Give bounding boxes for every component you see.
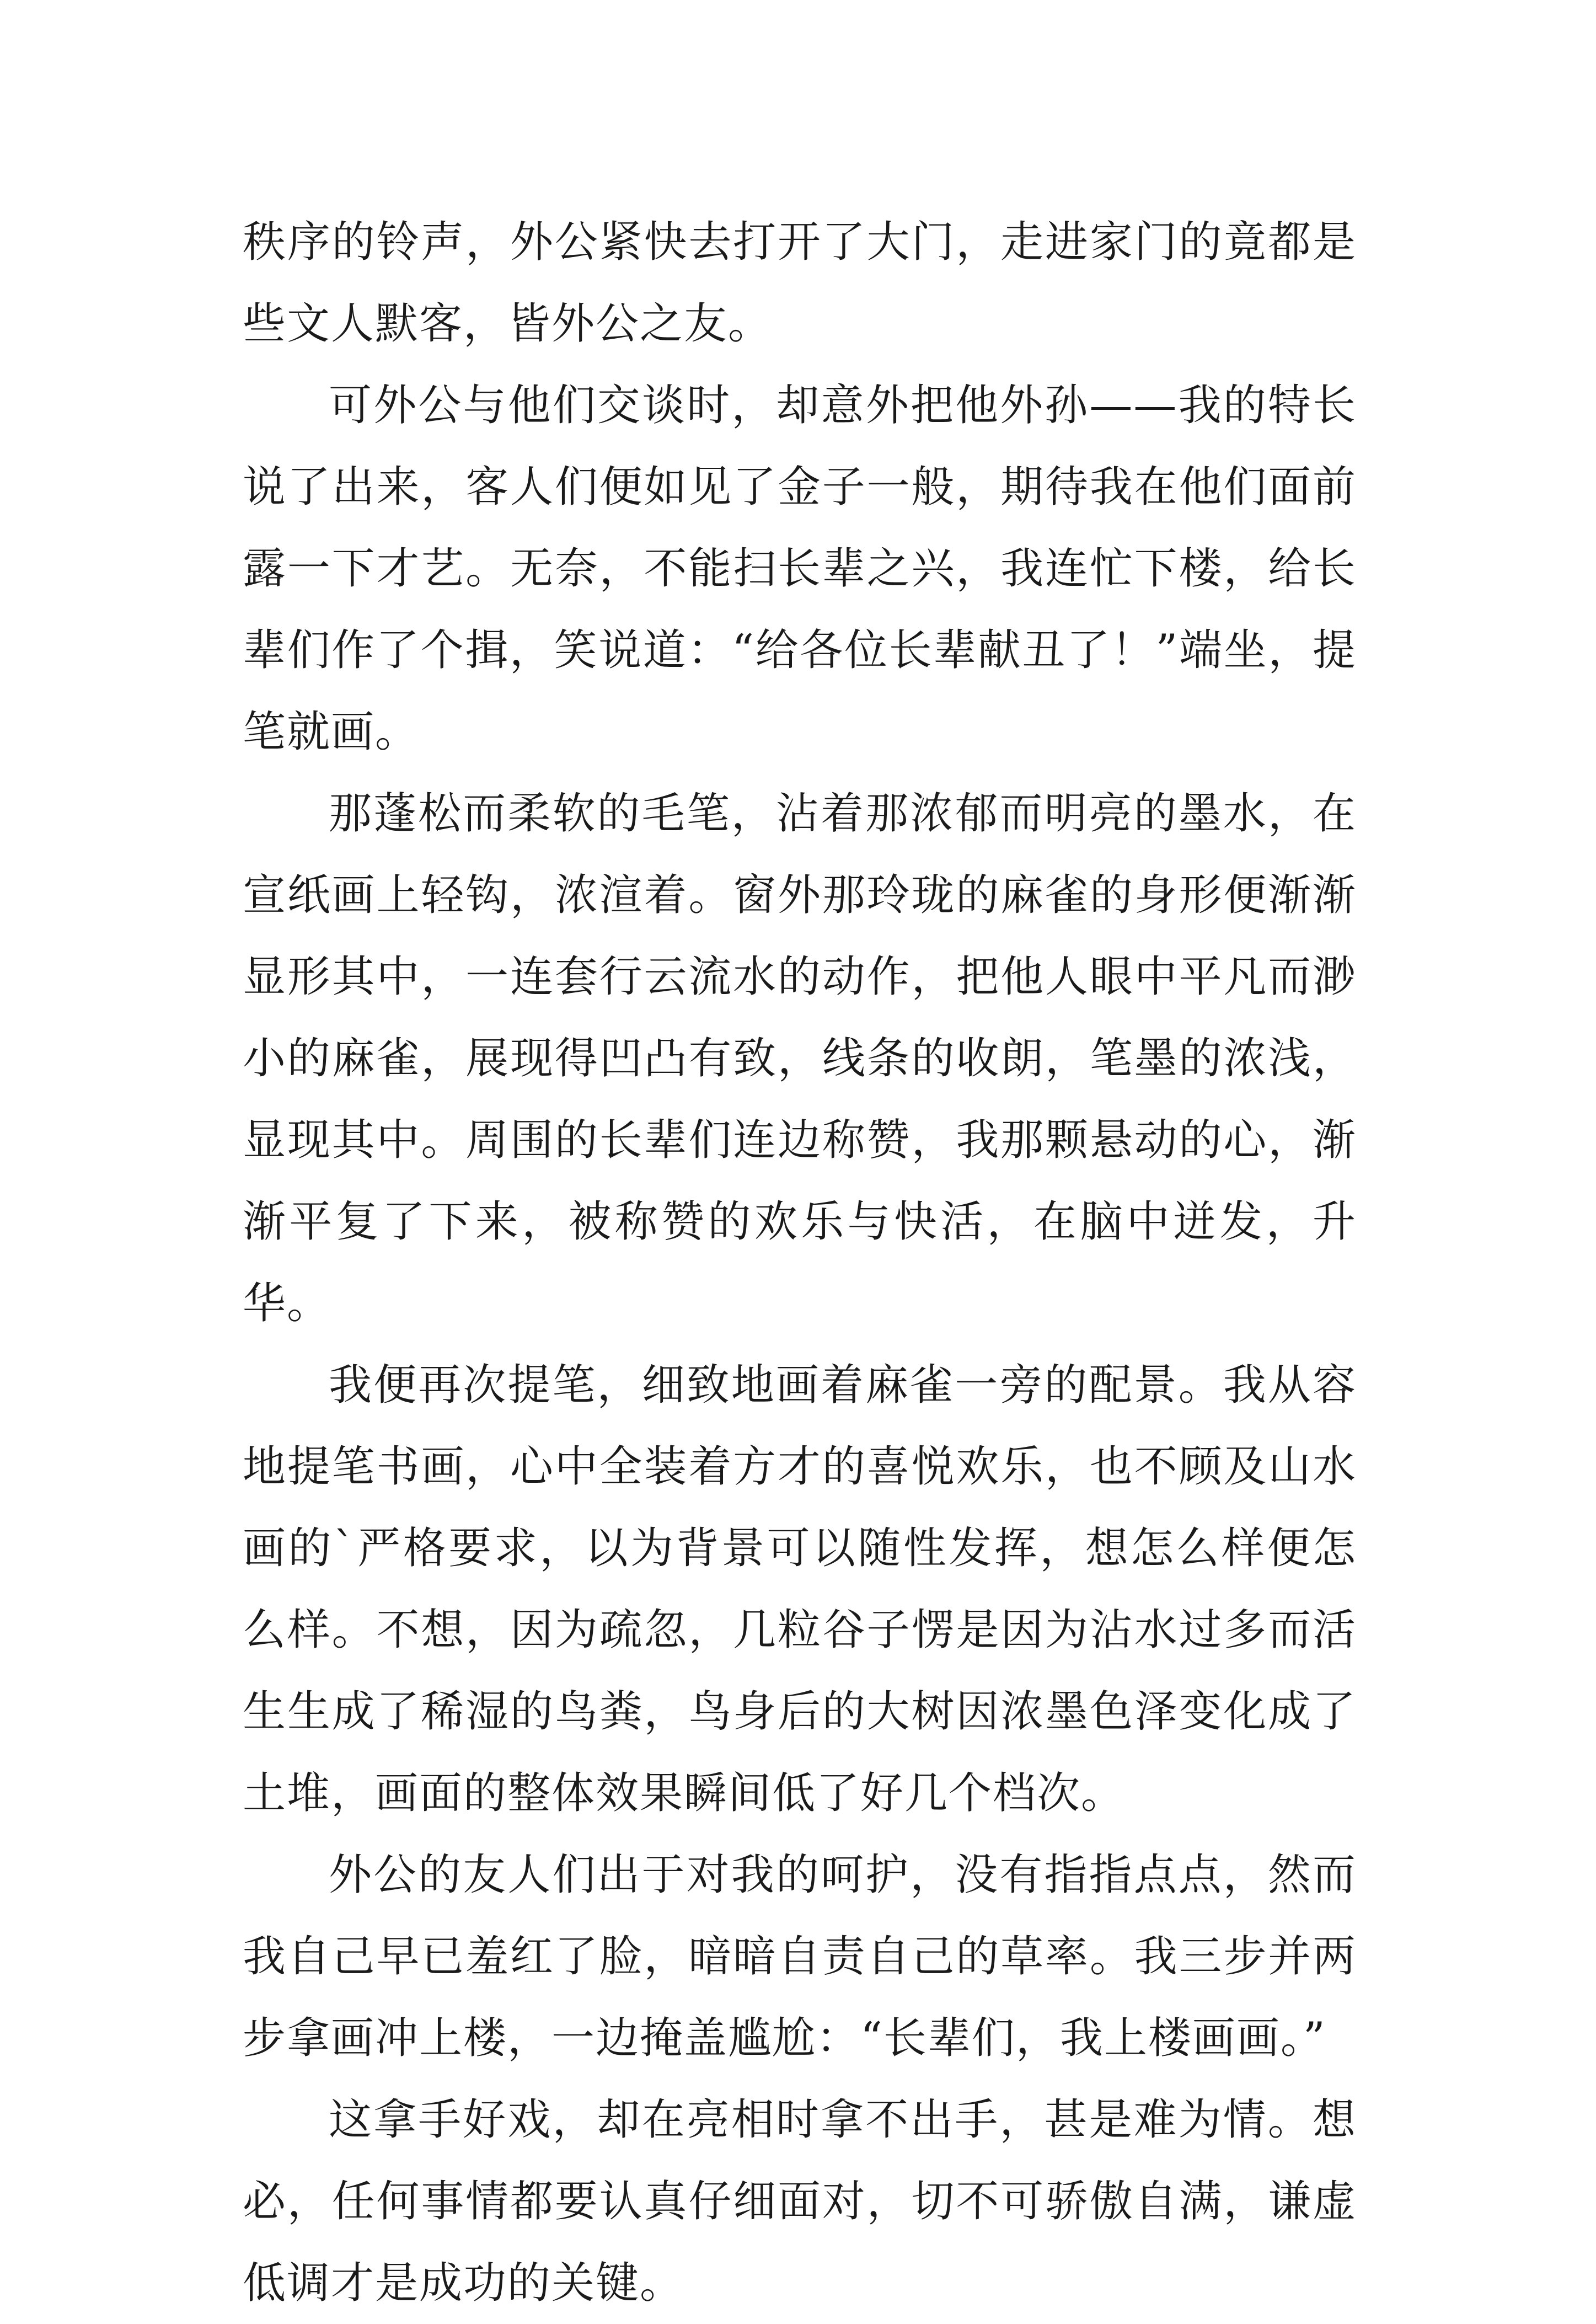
paragraph-5: 外公的友人们出于对我的呵护，没有指指点点，然而我自己早已羞红了脸，暗暗自责自己的草率。我三步并两步拿画冲上楼，一边掩盖尴尬：“长辈们，我上楼画画。” — [243, 1850, 1357, 2063]
paragraph-6: 这拿手好戏，却在亮相时拿不出手，甚是难为情。想必，任何事情都要认真仔细面对，切不可骄傲自满，谦虚低调才是成功的关键。 — [243, 2095, 1357, 2308]
paragraph-1: 秩序的铃声，外公紧快去打开了大门，走进家门的竟都是些文人默客，皆外公之友。 — [243, 217, 1357, 349]
body-text — [243, 201, 1357, 2324]
paragraph-3: 那蓬松而柔软的毛笔，沾着那浓郁而明亮的墨水，在宣纸画上轻钩，浓渲着。窗外那玲珑的麻雀的身形便渐渐显形其中，一连套行云流水的动作，把他人眼中平凡而渺小的麻雀，展现得凹凸有致，线条的收朗，笔墨的浓浅，显现其中。周围的长辈们连边称赞，我那颗悬动的心，渐渐平复了下来，被称赞的欢乐与快活，在脑中迸发，升华。 — [243, 789, 1357, 1328]
paragraph-4: 我便再次提笔，细致地画着麻雀一旁的配景。我从容地提笔书画，心中全装着方才的喜悦欢乐，也不顾及山水画的`严格要求，以为背景可以随性发挥，想怎么样便怎么样。不想，因为疏忽，几粒谷子愣是因为沾水过多而活生生成了稀湿的鸟粪，鸟身后的大树因浓墨色泽变化成了土堆，画面的整体效果瞬间低了好几个档次。 — [243, 1360, 1357, 1818]
paragraph-2: 可外公与他们交谈时，却意外把他外孙——我的特长说了出来，客人们便如见了金子一般，期待我在他们面前露一下才艺。无奈，不能扫长辈之兴，我连忙下楼，给长辈们作了个揖，笑说道：“给各位长辈献丑了！”端坐，提笔就画。 — [243, 381, 1357, 757]
